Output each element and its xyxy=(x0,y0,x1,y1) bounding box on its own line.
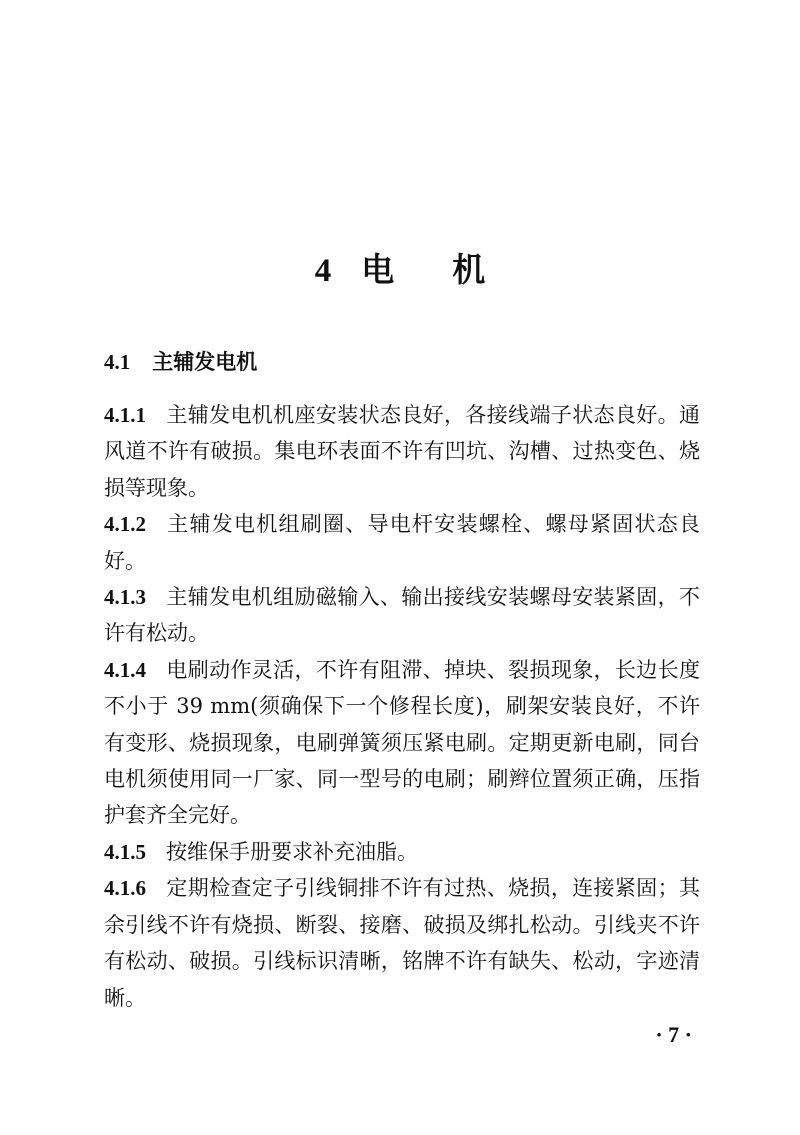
clause-text: 主辅发电机机座安装状态良好，各接线端子状态良好。通风道不许有破损。集电环表面不许有凹坑、沟槽、过热变色、烧损等现象。 xyxy=(104,403,700,500)
clause-text: 定期检查定子引线铜排不许有过热、烧损，连接紧固；其余引线不许有烧损、断裂、接磨、破损及绑扎松动。引线夹不许有松动、破损。引线标识清晰，铭牌不许有缺失、松动，字迹清晰。 xyxy=(104,876,700,1010)
clause-4-1-4 xyxy=(104,652,700,834)
clause-4-1-2 xyxy=(104,506,700,579)
clause-text: 主辅发电机组刷圈、导电杆安装螺栓、螺母紧固状态良好。 xyxy=(104,512,700,573)
clause-number: 4.1.6 xyxy=(104,876,146,901)
clause-number: 4.1.4 xyxy=(104,657,146,682)
page-number-dot-right: · xyxy=(684,1022,692,1047)
clause-4-1-3 xyxy=(104,579,700,652)
section-number: 4.1 xyxy=(104,350,131,374)
page-number xyxy=(612,1020,692,1050)
clause-list xyxy=(104,397,700,1016)
clause-text: 主辅发电机组励磁输入、输出接线安装螺母安装紧固，不许有松动。 xyxy=(104,585,700,646)
clause-4-1-1 xyxy=(104,397,700,506)
section-title: 主辅发电机 xyxy=(152,350,258,374)
clause-number: 4.1.5 xyxy=(104,839,146,864)
clause-number: 4.1.3 xyxy=(104,585,146,610)
chapter-title-char-2: 机 xyxy=(452,250,486,289)
clause-text: 按维保手册要求补充油脂。 xyxy=(166,839,418,864)
chapter-number: 4 xyxy=(314,253,332,289)
clause-number: 4.1.1 xyxy=(104,403,146,427)
clause-4-1-6 xyxy=(104,870,700,1016)
clause-4-1-5 xyxy=(104,834,700,870)
clause-text: 电刷动作灵活，不许有阻滞、掉块、裂损现象，长边长度不小于 39 mm(须确保下一个修程长度)，刷架安装良好，不许有变形、烧损现象，电刷弹簧须压紧电刷。定期更新电刷，同台电机须使用同一厂家、同一型号的电刷；刷辫位置须正确，压指护套齐全完好。 xyxy=(104,657,700,828)
clause-number: 4.1.2 xyxy=(104,512,146,537)
page-number-value: 7 xyxy=(668,1022,680,1047)
section-heading xyxy=(104,344,257,380)
page-number-dot-left: · xyxy=(655,1022,663,1047)
chapter-title-char-1: 电 xyxy=(361,250,395,289)
chapter-title xyxy=(0,244,800,297)
